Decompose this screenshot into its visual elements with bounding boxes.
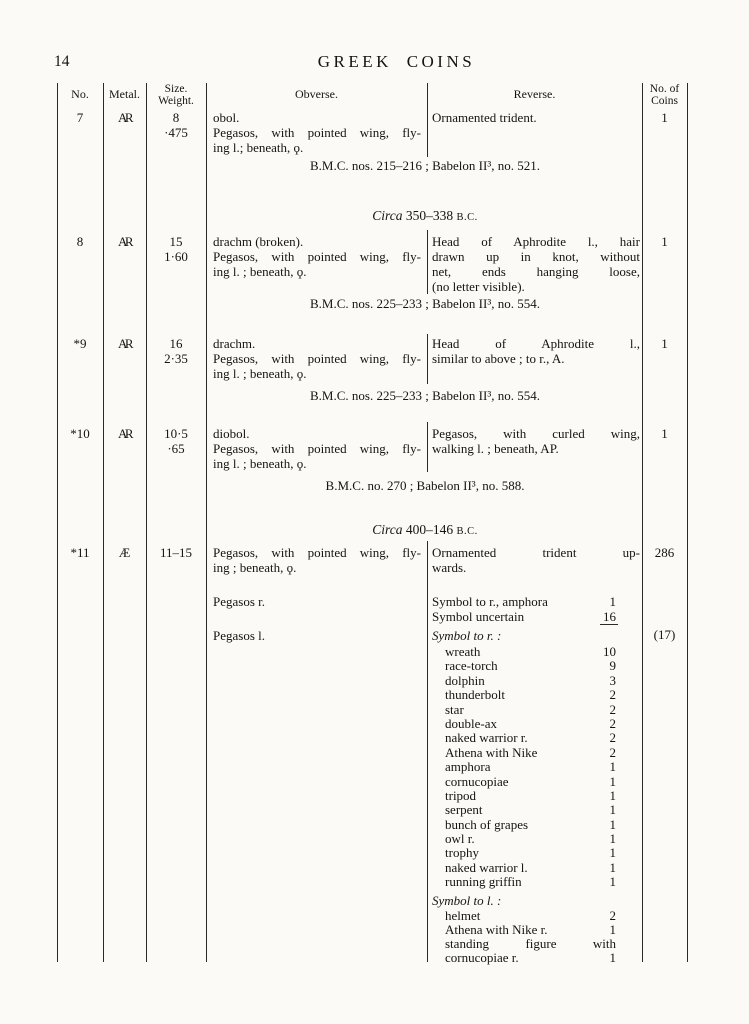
section-circa: Circa (372, 208, 403, 223)
entry-metal: AR (117, 234, 132, 249)
symbol-item (445, 803, 616, 817)
reverse-line: Ornamented trident up- (432, 545, 640, 560)
symbol-item (445, 923, 616, 937)
symbol-count: 1 (609, 922, 616, 937)
symbol-item (445, 760, 616, 774)
reference-note: B.M.C. no. 270 ; Babelon II³, no. 588. (325, 478, 525, 493)
reference-note: B.M.C. nos. 225–233 ; Babelon II³, no. 554. (310, 296, 540, 311)
symbol-group-heading: Symbol to r. : (432, 628, 502, 643)
entry-weight: ·475 (164, 125, 188, 140)
entry-no: 8 (76, 234, 84, 249)
tally-label: Symbol uncertain (432, 609, 525, 624)
symbol-count: 2 (609, 687, 616, 703)
reverse-line: Ornamented trident. (432, 110, 537, 125)
symbol-list-right (445, 645, 616, 890)
symbol-count: 1 (609, 802, 616, 818)
symbol-item (445, 832, 616, 846)
obverse-line: ing ; beneath, ϙ. (213, 560, 297, 575)
tally-label: Symbol to r., amphora (432, 594, 548, 609)
symbol-count: 2 (609, 744, 616, 760)
col-header-weight: Weight. (158, 95, 194, 107)
symbol-tallies (432, 594, 616, 624)
entry-size: 8 (172, 110, 180, 125)
symbol-item (445, 659, 616, 673)
reverse-line: walking l. ; beneath, AP. (432, 441, 559, 456)
symbol-count: 2 (609, 730, 616, 746)
obverse-line: diobol. (213, 426, 250, 441)
symbol-count: 3 (609, 672, 616, 688)
symbol-label: race-torch (445, 658, 498, 674)
col-header-size: Size. (164, 83, 188, 95)
symbol-label: Athena with Nike r. (445, 922, 548, 937)
section-era: B.C. (456, 212, 478, 223)
symbol-tally-row (432, 594, 616, 609)
obverse-line: Pegasos, with pointed wing, fly- (213, 351, 421, 366)
symbol-label: trophy (445, 845, 479, 861)
symbol-label: bunch of grapes (445, 816, 529, 832)
entry-weight: 1·60 (164, 249, 188, 264)
entry-no: *11 (70, 545, 90, 560)
table-rule-obv-rev-seg2 (427, 230, 428, 294)
symbol-label: amphora (445, 759, 491, 775)
symbol-count: 1 (609, 874, 616, 890)
symbol-item (445, 746, 616, 760)
symbol-list-left (445, 909, 616, 965)
symbol-count: 1 (609, 773, 616, 789)
table-rule-right-outer (687, 83, 688, 962)
symbol-label: standing figure with (445, 936, 616, 951)
coin-count-secondary: (17) (653, 627, 676, 642)
symbol-tally-row (432, 609, 616, 624)
obverse-line: obol. (213, 110, 240, 125)
symbol-count: 2 (609, 715, 616, 731)
entry-no: 7 (76, 110, 84, 125)
entry-metal: AR (117, 110, 132, 125)
tally-count: 16 (603, 609, 616, 624)
table-rule-metal-size (146, 83, 147, 962)
symbol-item (445, 703, 616, 717)
symbol-item (445, 775, 616, 789)
entry-weight: 2·35 (164, 351, 188, 366)
obverse-variant: Pegasos r. (213, 594, 265, 609)
page-number: 14 (54, 53, 70, 70)
page-title: GREEK COINS (317, 52, 476, 71)
reference-note: B.M.C. nos. 225–233 ; Babelon II³, no. 554. (310, 388, 540, 403)
coin-count: 1 (661, 234, 668, 249)
reverse-line: Pegasos, with curled wing, (432, 426, 640, 441)
entry-size: 11–15 (159, 545, 193, 560)
symbol-item (445, 731, 616, 745)
col-header-obverse: Obverse. (295, 87, 338, 101)
reverse-line: net, ends hanging loose, (432, 264, 640, 279)
table-rule-obv-rev-seg4 (427, 422, 428, 472)
symbol-label: naked warrior r. (445, 730, 528, 746)
obverse-line: Pegasos, with pointed wing, fly- (213, 441, 421, 456)
obverse-line: Pegasos, with pointed wing, fly- (213, 545, 421, 560)
symbol-item (445, 789, 616, 803)
symbol-count: 1 (609, 950, 616, 965)
entry-size: 16 (169, 336, 183, 351)
symbol-item (445, 875, 616, 889)
symbol-label: running griffin (445, 874, 522, 890)
coin-count: 1 (661, 110, 668, 125)
table-rule-left-outer (57, 83, 58, 962)
symbol-item (445, 688, 616, 702)
obverse-line: Pegasos, with pointed wing, fly- (213, 249, 421, 264)
tally-count: 1 (609, 594, 616, 609)
col-header-coins-1: No. of (649, 83, 680, 95)
entry-no: *10 (70, 426, 90, 441)
entry-metal: AR (117, 336, 132, 351)
symbol-item (445, 674, 616, 688)
symbol-count: 1 (609, 859, 616, 875)
section-dates: 350–338 (405, 208, 454, 223)
reverse-line: wards. (432, 560, 467, 575)
symbol-label: double-ax (445, 715, 497, 731)
reverse-line: Head of Aphrodite l., hair (432, 234, 640, 249)
symbol-count: 9 (609, 658, 616, 674)
obverse-line: ing l. ; beneath, ϙ. (213, 456, 307, 471)
symbol-label: serpent (445, 802, 483, 818)
reverse-line: similar to above ; to r., A. (432, 351, 565, 366)
entry-no: *9 (73, 336, 87, 351)
symbol-count: 2 (609, 701, 616, 717)
obverse-line: Pegasos, with pointed wing, fly- (213, 125, 421, 140)
symbol-group-heading: Symbol to l. : (432, 893, 502, 908)
obverse-line: ing l. ; beneath, ϙ. (213, 264, 307, 279)
entry-weight: ·65 (167, 441, 185, 456)
reverse-line: Head of Aphrodite l., (432, 336, 640, 351)
col-header-coins-2: Coins (651, 95, 678, 107)
symbol-count: 1 (609, 759, 616, 775)
symbol-count: 1 (609, 816, 616, 832)
obverse-line: drachm (broken). (213, 234, 304, 249)
symbol-item (445, 818, 616, 832)
obverse-variant: Pegasos l. (213, 628, 265, 643)
coin-count: 1 (661, 336, 668, 351)
table-rule-obv-rev-seg3 (427, 334, 428, 384)
coin-count: 286 (654, 545, 675, 560)
symbol-label: Athena with Nike (445, 744, 538, 760)
symbol-count: 10 (603, 644, 616, 659)
table-rule-obv-rev-seg5 (427, 541, 428, 962)
symbol-label: helmet (445, 908, 481, 923)
symbol-label: thunderbolt (445, 687, 505, 703)
symbol-label: star (445, 701, 464, 717)
symbol-item (445, 645, 616, 659)
reverse-line: (no letter visible). (432, 279, 525, 294)
obverse-line: ing l. ; beneath, ϙ. (213, 366, 307, 381)
entry-metal: AR (117, 426, 132, 441)
symbol-count: 1 (609, 845, 616, 861)
symbol-label: naked warrior l. (445, 859, 528, 875)
reverse-line: drawn up in knot, without (432, 249, 640, 264)
section-heading (207, 208, 643, 224)
col-header-no: No. (71, 87, 89, 101)
symbol-item (445, 861, 616, 875)
reference-note: B.M.C. nos. 215–216 ; Babelon II³, no. 521. (310, 158, 540, 173)
col-header-reverse: Reverse. (513, 87, 556, 101)
symbol-label: cornucopiae (445, 773, 509, 789)
section-dates: 400–146 (405, 522, 454, 537)
col-header-metal: Metal. (109, 87, 140, 101)
coin-count: 1 (661, 426, 668, 441)
section-heading (207, 522, 643, 538)
entry-metal: Æ (118, 545, 131, 560)
tally-sum-rule (600, 624, 618, 625)
symbol-count: 1 (609, 787, 616, 803)
section-era: B.C. (456, 526, 478, 537)
symbol-item (445, 909, 616, 923)
entry-size: 15 (169, 234, 183, 249)
symbol-item (445, 951, 616, 965)
symbol-item (445, 717, 616, 731)
symbol-label: tripod (445, 787, 477, 803)
symbol-label: wreath (445, 644, 481, 659)
entry-size: 10·5 (164, 426, 188, 441)
symbol-count: 2 (609, 908, 616, 923)
obverse-line: ing l.; beneath, ϙ. (213, 140, 304, 155)
obverse-line: drachm. (213, 336, 256, 351)
table-rule-no-metal (103, 83, 104, 962)
symbol-item (445, 846, 616, 860)
section-circa: Circa (372, 522, 403, 537)
symbol-label: dolphin (445, 672, 485, 688)
symbol-count: 1 (609, 831, 616, 847)
symbol-label: owl r. (445, 831, 475, 847)
symbol-label: cornucopiae r. (445, 950, 519, 965)
